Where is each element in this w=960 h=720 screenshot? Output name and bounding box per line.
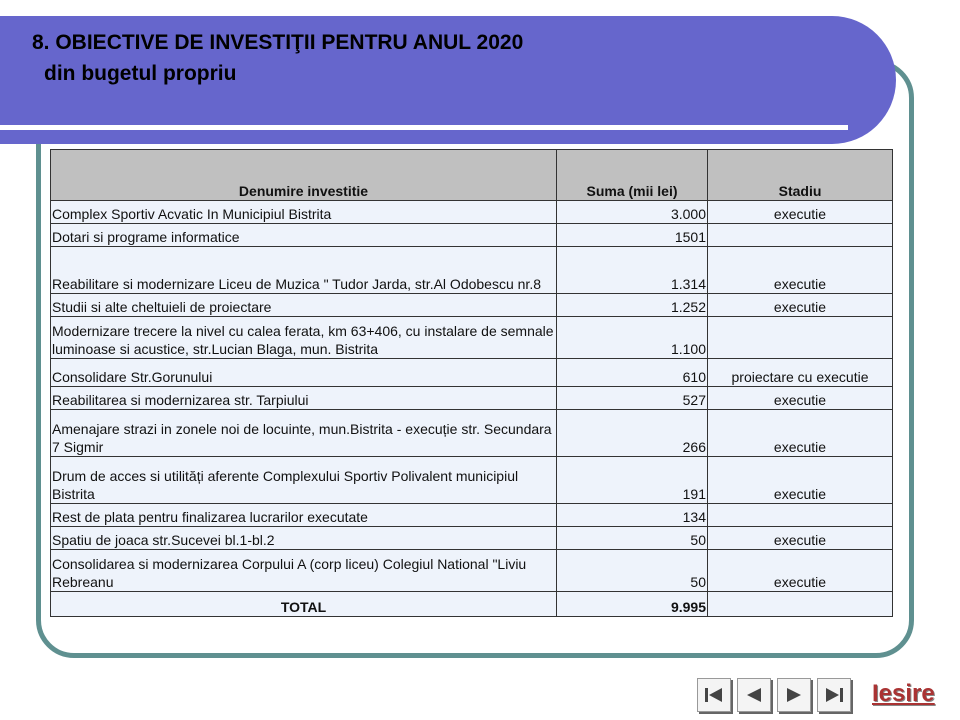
column-header-name: Denumire investitie [51,150,557,201]
cell-sum: 1.314 [557,247,708,294]
cell-sum: 3.000 [557,201,708,224]
cell-sum: 50 [557,550,708,592]
cell-name: Dotari si programe informatice [51,224,557,247]
cell-sum: 266 [557,410,708,457]
cell-status [708,504,893,527]
cell-status: executie [708,387,893,410]
cell-sum: 50 [557,527,708,550]
cell-name: Complex Sportiv Acvatic In Municipiul Bistrita [51,201,557,224]
cell-sum: 1.100 [557,317,708,359]
cell-status: executie [708,527,893,550]
cell-name: Consolidarea si modernizarea Corpului A (corp liceu) Colegiul National "Liviu Rebreanu [51,550,557,592]
cell-status: executie [708,410,893,457]
first-slide-button[interactable] [697,678,731,712]
table-row [51,504,893,527]
cell-status [708,224,893,247]
cell-status [708,317,893,359]
table-row [51,527,893,550]
table-row [51,359,893,387]
table-header-row [51,150,893,201]
table-row [51,247,893,294]
table-row [51,550,893,592]
cell-status: executie [708,550,893,592]
cell-sum: 1501 [557,224,708,247]
last-icon [823,685,845,705]
cell-name: Consolidare Str.Gorunului [51,359,557,387]
table-row [51,457,893,504]
cell-sum: 191 [557,457,708,504]
next-icon [783,685,805,705]
table-row [51,317,893,359]
cell-name: Reabilitarea si modernizarea str. Tarpiului [51,387,557,410]
cell-name: Amenajare strazi in zonele noi de locuinte, mun.Bistrita - execuție str. Secundara 7 Sigmir [51,410,557,457]
cell-sum: 527 [557,387,708,410]
cell-sum: 134 [557,504,708,527]
previous-icon [743,685,765,705]
table-row [51,410,893,457]
table-total-row [51,592,893,617]
total-label: TOTAL [51,592,557,617]
column-header-status: Stadiu [708,150,893,201]
total-sum: 9.995 [557,592,708,617]
next-slide-button[interactable] [777,678,811,712]
previous-slide-button[interactable] [737,678,771,712]
table-row [51,224,893,247]
cell-sum: 610 [557,359,708,387]
total-status [708,592,893,617]
banner-underline [0,125,848,130]
cell-name: Spatiu de joaca str.Sucevei bl.1-bl.2 [51,527,557,550]
cell-status: proiectare cu executie [708,359,893,387]
cell-status: executie [708,294,893,317]
cell-status: executie [708,201,893,224]
cell-status: executie [708,457,893,504]
exit-link[interactable]: Iesire [872,680,935,707]
table-row [51,387,893,410]
table-row [51,294,893,317]
column-header-sum: Suma (mii lei) [557,150,708,201]
investments-table [50,149,893,617]
cell-name: Reabilitare si modernizare Liceu de Muzica " Tudor Jarda, str.Al Odobescu nr.8 [51,247,557,294]
last-slide-button[interactable] [817,678,851,712]
table-row [51,201,893,224]
cell-name: Drum de acces si utilități aferente Complexului Sportiv Polivalent municipiul Bistrita [51,457,557,504]
cell-sum: 1.252 [557,294,708,317]
first-icon [703,685,725,705]
cell-name: Studii si alte cheltuieli de proiectare [51,294,557,317]
page-subtitle: din bugetul propriu [44,62,237,85]
page-title: 8. OBIECTIVE DE INVESTIŢII PENTRU ANUL 2020 [32,31,524,54]
cell-name: Modernizare trecere la nivel cu calea ferata, km 63+406, cu instalare de semnale luminoase si acustice, str.Lucian Blaga, mun. Bistrita [51,317,557,359]
cell-name: Rest de plata pentru finalizarea lucrarilor executate [51,504,557,527]
cell-status: executie [708,247,893,294]
